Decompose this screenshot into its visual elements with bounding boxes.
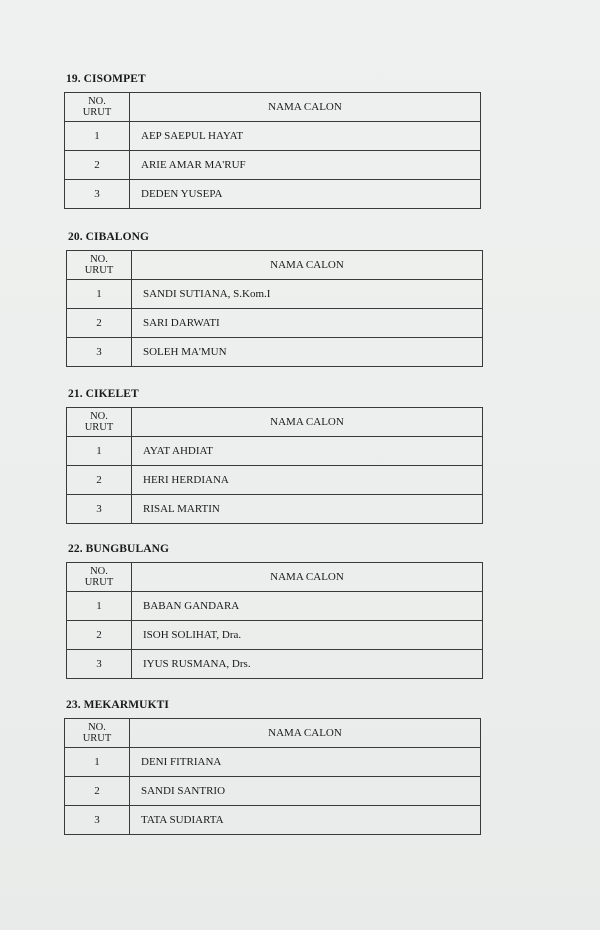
table-row [67,592,483,621]
section-title: 21. CIKELET [68,388,139,400]
table-row [65,151,481,180]
candidate-name: DEDEN YUSEPA [130,180,481,209]
section-cikelet [66,387,483,524]
row-number: 3 [65,180,130,209]
row-number: 2 [65,777,130,806]
section-cisompet [64,72,481,209]
table-row [67,338,483,367]
row-number: 1 [65,748,130,777]
section-title: 22. BUNGBULANG [68,543,170,555]
header-no-urut: NO. URUT [67,408,132,437]
section-title: 20. CIBALONG [68,231,150,243]
candidate-name: DENI FITRIANA [130,748,481,777]
table-row [65,748,481,777]
candidate-name: SANDI SUTIANA, S.Kom.I [132,280,483,309]
candidate-table [64,718,481,835]
table-row [67,309,483,338]
header-no-urut: NO. URUT [65,93,130,122]
table-row [67,280,483,309]
row-number: 2 [67,309,132,338]
candidate-name: SOLEH MA'MUN [132,338,483,367]
table-row [67,650,483,679]
candidate-table [66,250,483,367]
section-cibalong [66,230,483,367]
candidate-name: RISAL MARTIN [132,495,483,524]
row-number: 3 [67,650,132,679]
table-header-row [67,563,483,592]
table-row [67,437,483,466]
table-row [65,122,481,151]
candidate-table [64,92,481,209]
table-header-row [65,719,481,748]
candidate-name: AEP SAEPUL HAYAT [130,122,481,151]
table-header-row [65,93,481,122]
header-no-urut: NO. URUT [67,251,132,280]
candidate-name: HERI HERDIANA [132,466,483,495]
candidate-name: ARIE AMAR MA'RUF [130,151,481,180]
header-nama-calon: NAMA CALON [132,563,483,592]
candidate-name: SANDI SANTRIO [130,777,481,806]
row-number: 2 [67,466,132,495]
candidate-name: SARI DARWATI [132,309,483,338]
row-number: 1 [67,437,132,466]
header-no-urut: NO. URUT [67,563,132,592]
candidate-name: TATA SUDIARTA [130,806,481,835]
candidate-name: ISOH SOLIHAT, Dra. [132,621,483,650]
row-number: 3 [67,338,132,367]
row-number: 1 [67,280,132,309]
header-nama-calon: NAMA CALON [130,719,481,748]
table-row [67,466,483,495]
row-number: 3 [65,806,130,835]
candidate-name: IYUS RUSMANA, Drs. [132,650,483,679]
row-number: 2 [65,151,130,180]
header-nama-calon: NAMA CALON [132,408,483,437]
table-row [67,621,483,650]
section-title: 23. MEKARMUKTI [66,699,169,711]
table-header-row [67,408,483,437]
candidate-name: BABAN GANDARA [132,592,483,621]
section-mekarmukti [64,698,481,835]
row-number: 1 [65,122,130,151]
header-nama-calon: NAMA CALON [130,93,481,122]
table-row [67,495,483,524]
table-row [65,180,481,209]
table-row [65,806,481,835]
header-nama-calon: NAMA CALON [132,251,483,280]
section-title: 19. CISOMPET [66,73,146,85]
header-no-urut: NO. URUT [65,719,130,748]
candidate-name: AYAT AHDIAT [132,437,483,466]
row-number: 1 [67,592,132,621]
table-row [65,777,481,806]
row-number: 2 [67,621,132,650]
row-number: 3 [67,495,132,524]
candidate-table [66,562,483,679]
candidate-table [66,407,483,524]
section-bungbulang [66,542,483,679]
table-header-row [67,251,483,280]
